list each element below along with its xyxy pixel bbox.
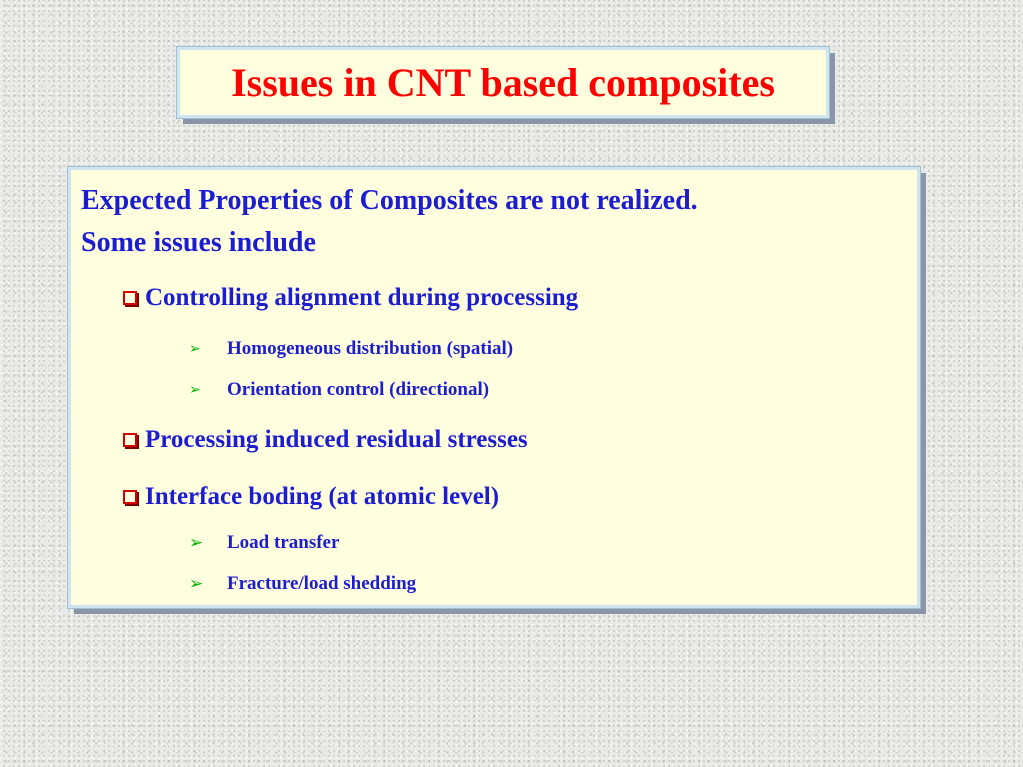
sub-item: [189, 531, 339, 555]
hollow-square-icon: [123, 291, 137, 305]
intro-line-2: Some issues include: [81, 227, 316, 258]
hollow-square-icon: [123, 433, 137, 447]
slide-title: Issues in CNT based composites: [231, 59, 775, 105]
issue-label: Controlling alignment during processing: [145, 284, 579, 311]
issue-label: Interface boding (at atomic level): [145, 483, 500, 510]
sub-item-label: Orientation control (directional): [227, 379, 490, 400]
issue-item: [123, 283, 578, 313]
issue-item: [123, 482, 499, 512]
content-box: [68, 167, 920, 608]
title-box: [177, 47, 829, 118]
sub-item: [189, 572, 416, 596]
issue-label: Processing induced residual stresses: [145, 426, 528, 453]
intro-text: [81, 180, 698, 264]
sub-item: [189, 337, 513, 361]
issue-item: [123, 425, 528, 455]
sub-item: [189, 378, 489, 402]
sub-item-label: Load transfer: [227, 532, 340, 553]
arrowhead-icon: ➢: [189, 341, 201, 357]
arrowhead-icon: ➢: [189, 574, 204, 594]
arrowhead-icon: ➢: [189, 533, 204, 553]
arrowhead-icon: ➢: [189, 382, 201, 398]
intro-line-1: Expected Properties of Composites are not realized.: [81, 185, 698, 216]
sub-item-label: Homogeneous distribution (spatial): [227, 338, 514, 359]
sub-item-label: Fracture/load shedding: [227, 573, 417, 594]
hollow-square-icon: [123, 490, 137, 504]
